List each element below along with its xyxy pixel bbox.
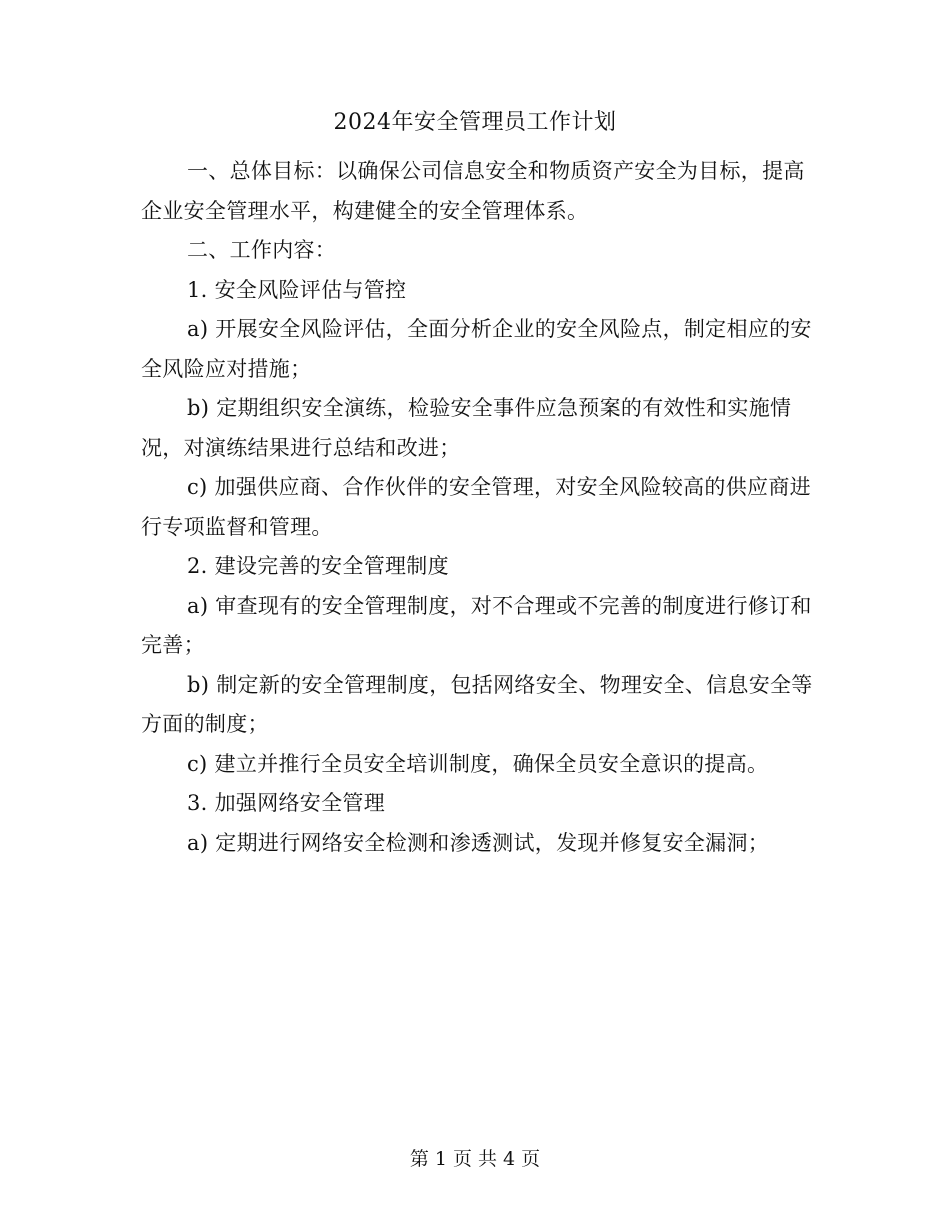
document-title: 2024年安全管理员工作计划 xyxy=(333,110,617,135)
paragraph-section-2-item-a: a) 审查现有的安全管理制度，对不合理或不完善的制度进行修订和完善； xyxy=(141,593,812,657)
paragraph-section-1-item-c: c) 加强供应商、合作伙伴的安全管理，对安全风险较高的供应商进行专项监督和管理。 xyxy=(141,475,811,539)
document-body xyxy=(141,152,821,863)
paragraph-section-1-item-a: a) 开展安全风险评估，全面分析企业的安全风险点，制定相应的安全风险应对措施； xyxy=(141,317,812,381)
paragraph-section-2-item-c: c) 建立并推行全员安全培训制度，确保全员安全意识的提高。 xyxy=(187,751,769,776)
paragraph-overall-goal: 一、总体目标：以确保公司信息安全和物质资产安全为目标，提高企业安全管理水平，构建健全的安全管理体系。 xyxy=(141,159,805,223)
paragraph-section-2-heading: 2. 建设完善的安全管理制度 xyxy=(187,554,449,578)
paragraph-section-1-item-b: b) 定期组织安全演练，检验安全事件应急预案的有效性和实施情况，对演练结果进行总结和改进； xyxy=(141,396,792,460)
page-number-label: 第 1 页 共 4 页 xyxy=(409,1148,541,1170)
paragraph-section-1-heading: 1. 安全风险评估与管控 xyxy=(187,277,407,302)
page-footer xyxy=(0,1145,950,1173)
paragraph-section-2-item-b: b) 制定新的安全管理制度，包括网络安全、物理安全、信息安全等方面的制度； xyxy=(141,672,813,736)
paragraph-work-content-heading: 二、工作内容： xyxy=(187,238,337,262)
paragraph-section-3-item-a: a) 定期进行网络安全检测和渗透测试，发现并修复安全漏洞； xyxy=(187,830,770,855)
paragraph-section-3-heading: 3. 加强网络安全管理 xyxy=(187,791,386,815)
